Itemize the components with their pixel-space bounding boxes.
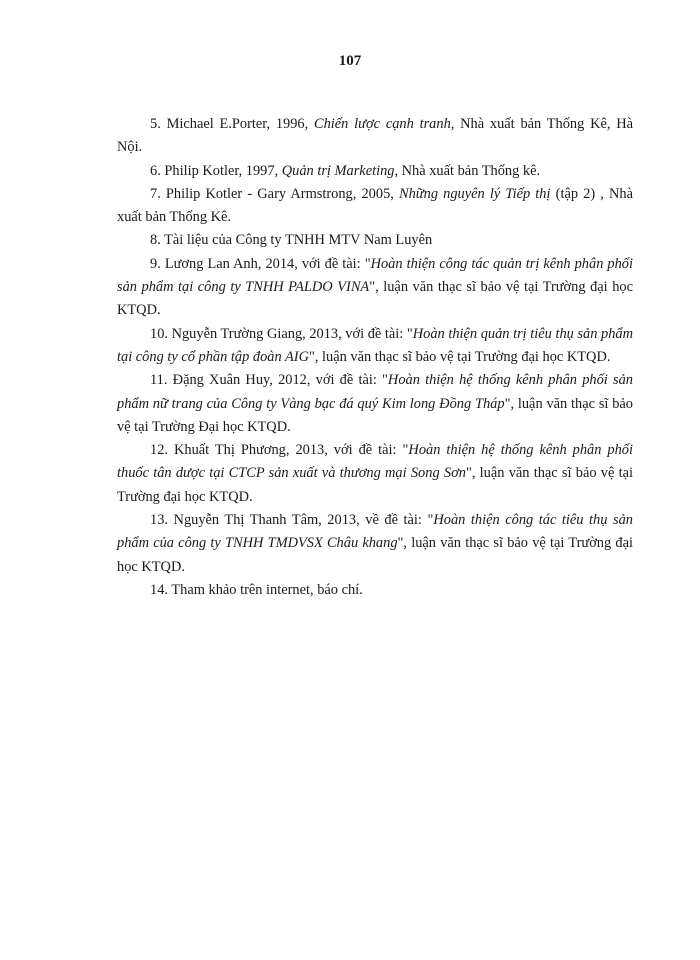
reference-number: 7. <box>150 185 161 202</box>
reference-title: Hoàn thiện quản trị tiêu thụ sản phẩm tại công ty cổ phần tập đoàn AIG <box>117 325 634 365</box>
reference-number: 6. <box>150 162 161 179</box>
reference-item <box>117 229 633 252</box>
reference-title: Chiến lược cạnh tranh, <box>314 116 455 132</box>
reference-text: , Nhà xuất bản Thống kê. <box>394 162 541 179</box>
reference-number: 11. <box>150 372 168 389</box>
reference-item <box>117 253 633 323</box>
reference-text: Michael E.Porter, 1996, <box>160 116 314 132</box>
reference-item <box>117 160 633 183</box>
reference-number: 8. <box>150 232 161 249</box>
reference-item <box>117 579 633 602</box>
reference-text: Nguyễn Trường Giang, 2013, với đề tài: " <box>168 325 413 342</box>
reference-title: Những nguyên lý Tiếp thị <box>399 185 551 202</box>
reference-text: Nguyễn Thị Thanh Tâm, 2013, về đề tài: " <box>168 512 434 529</box>
reference-number: 10. <box>150 325 168 342</box>
reference-text: ", luận văn thạc sĩ bảo vệ tại Trường đại học KTQD. <box>117 279 633 319</box>
reference-text: Đặng Xuân Huy, 2012, với đề tài: " <box>167 372 388 389</box>
reference-text: Nhà xuất bản Thống Kê, Hà Nội. <box>117 116 634 156</box>
reference-title: Hoàn thiện hệ thống kênh phân phối thuốc tân dược tại CTCP sản xuất và thương mại Song Sơn <box>117 442 633 482</box>
reference-number: 12. <box>150 442 168 459</box>
reference-text: Tham khảo trên internet, báo chí. <box>168 581 363 598</box>
reference-text: Philip Kotler, 1997, <box>160 162 282 179</box>
reference-text: Khuất Thị Phương, 2013, với đề tài: " <box>168 442 409 459</box>
reference-text: (tập 2) , Nhà xuất bản Thống Kê. <box>117 185 633 226</box>
reference-item <box>117 439 633 509</box>
reference-item <box>117 369 633 439</box>
reference-number: 14. <box>150 581 168 598</box>
reference-item <box>117 113 633 160</box>
reference-title: Hoàn thiện công tác tiêu thụ sản phẩm của công ty TNHH TMDVSX Châu khang <box>117 512 633 552</box>
reference-title: Quản trị Marketing <box>281 162 395 179</box>
reference-text: Lương Lan Anh, 2014, với đề tài: " <box>160 255 371 272</box>
reference-item <box>117 183 633 230</box>
reference-title: Hoàn thiện công tác quản trị kênh phân phối sản phẩm tại công ty TNHH PALDO VINA <box>117 255 633 296</box>
reference-number: 13. <box>150 512 168 529</box>
reference-number: 9. <box>150 255 161 272</box>
page-number: 107 <box>338 53 362 69</box>
reference-text: ", luận văn thạc sĩ bảo vệ tại Trường đại học KTQD. <box>308 348 611 365</box>
reference-text: Tài liệu của Công ty TNHH MTV Nam Luyên <box>160 232 433 249</box>
reference-title: Hoàn thiện hệ thống kênh phân phối sản phẩm nữ trang của Công ty Vàng bạc đá quý Kim long Đồng Tháp <box>117 372 633 412</box>
reference-text: Philip Kotler - Gary Armstrong, 2005, <box>160 185 399 202</box>
reference-text: ", luận văn thạc sĩ bảo vệ tại Trường đại học KTQD. <box>117 465 633 505</box>
reference-text: ", luận văn thạc sĩ bảo vệ tại Trường Đại học KTQD. <box>117 395 634 435</box>
reference-item <box>117 509 633 579</box>
reference-number: 5. <box>150 116 161 132</box>
reference-item <box>117 323 633 370</box>
reference-text: ", luận văn thạc sĩ bảo vệ tại Trường đại học KTQD. <box>117 535 633 575</box>
reference-list <box>117 113 633 602</box>
